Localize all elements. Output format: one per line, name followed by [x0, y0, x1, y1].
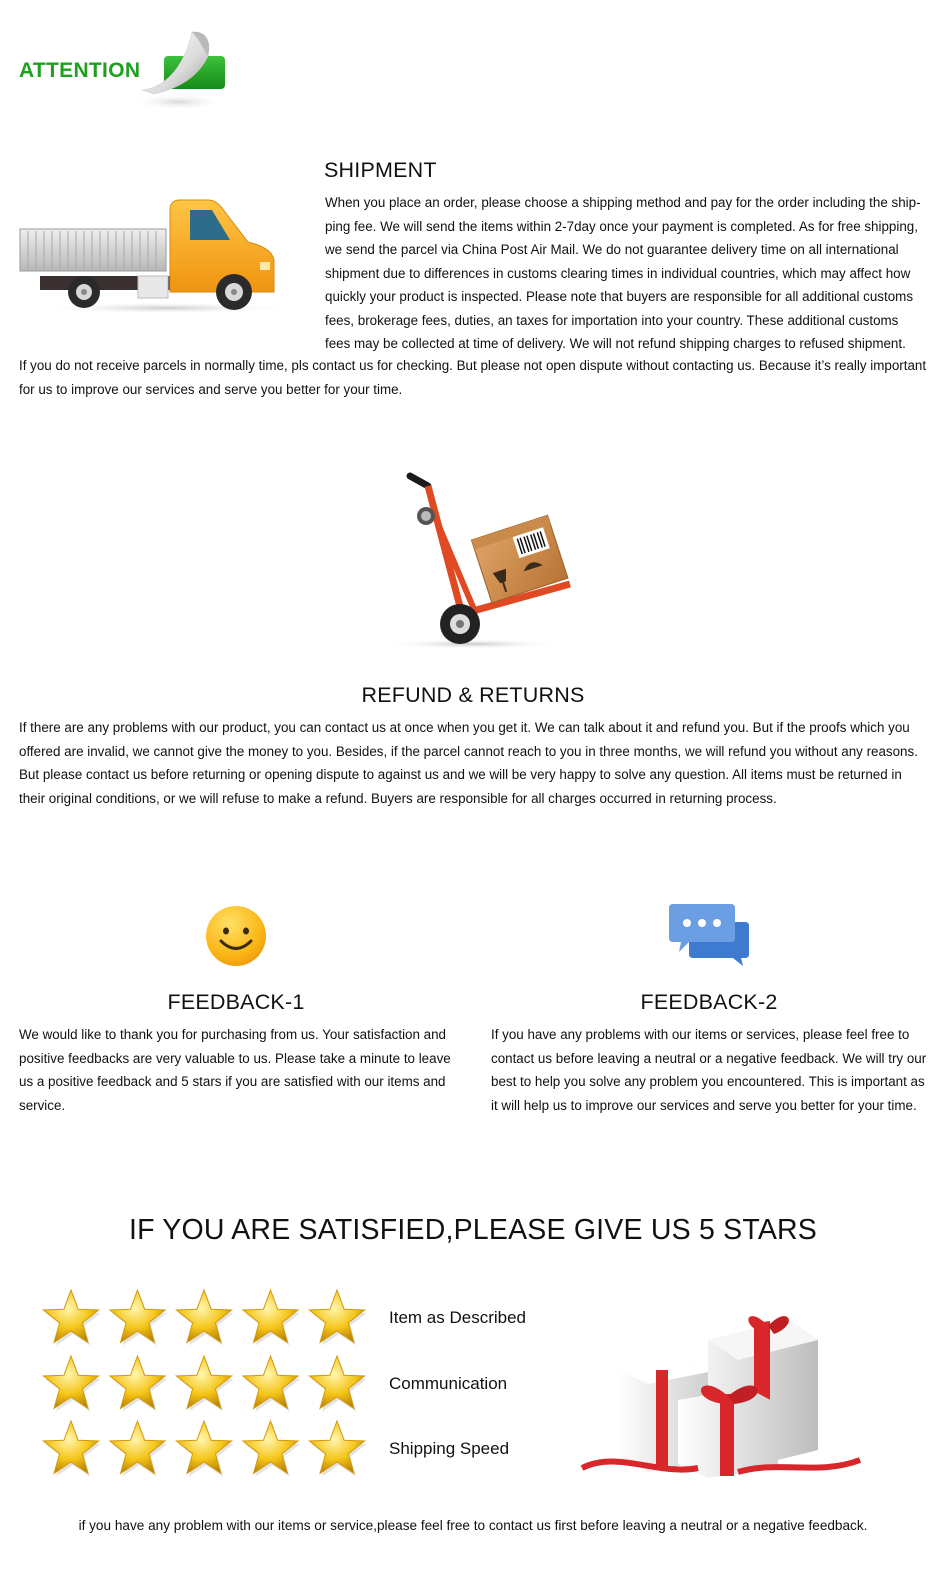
- gift-boxes-icon: [578, 1300, 868, 1480]
- feedback2-text: [491, 1023, 941, 1117]
- shipment-line: shipment due to differences in customs clearing times in individual countries, which may affect how: [325, 265, 911, 281]
- refund-title: REFUND & RETURNS: [361, 683, 585, 707]
- hand-truck-icon: [380, 464, 580, 654]
- refund-line: But please contact us before returning or opening dispute to against us and we will be very happy to solve any question. All items must be returned in: [19, 767, 902, 782]
- refund-line: offered are invalid, we cannot give the money to you. Besides, if the parcel cannot reach to you in three months, we will refund you without any reasons.: [19, 743, 918, 759]
- feedback1-text: [19, 1023, 469, 1117]
- stars-section-title: IF YOU ARE SATISFIED,PLEASE GIVE US 5 STARS: [128, 1214, 818, 1246]
- rating-label-shipping-speed: Shipping Speed: [389, 1439, 510, 1458]
- feedback1-title: FEEDBACK-1: [167, 990, 305, 1014]
- shipment-line: fees may be collected at time of delivery. We will not refund shipping charges to refused shipment.: [325, 336, 906, 351]
- shipment-line: If you do not receive parcels in normally time, pls contact us for checking. But please not open dispute without contacting us. Because it’s really important: [19, 358, 927, 373]
- shipment-line: we send the parcel via China Post Air Mail. We do not guarantee delivery time on all international: [325, 242, 899, 257]
- rating-label-communication: Communication: [389, 1374, 508, 1393]
- rating-row-communication: [40, 1354, 380, 1416]
- feedback2-line: If you have any problems with our items or services, please feel free to: [491, 1027, 910, 1042]
- refund-line: If there are any problems with our product, you can contact us at once when you get it. We can talk about it and refund you. But if the proofs which you: [19, 720, 910, 735]
- rating-row-shipping-speed: [40, 1419, 380, 1481]
- feedback1-line: positive feedbacks are very valuable to us. Please take a minute to leave: [19, 1050, 451, 1066]
- shipment-line: When you place an order, please choose a shipping method and pay for the order including the ship-: [325, 195, 921, 210]
- rating-row-item-described: [40, 1288, 380, 1350]
- shipment-line: quickly your product is inspected. Please note that buyers are responsible for all additional customs: [325, 289, 914, 304]
- refund-line: their original conditions, or we will refuse to make a refund. Buyers are responsible for all charges occurred in returning process.: [19, 790, 777, 806]
- attention-badge: [14, 28, 234, 118]
- shipment-line: for us to improve our services and serve you better for your time.: [19, 381, 403, 397]
- rating-label-item-described: Item as Described: [389, 1308, 526, 1327]
- feedback2-title: FEEDBACK-2: [640, 990, 778, 1014]
- star-rows: [40, 1288, 380, 1488]
- shipment-title: SHIPMENT: [324, 158, 437, 182]
- shipment-line: fees, brokerage fees, duties, an taxes for importation into your country. These additional customs: [325, 312, 899, 328]
- feedback1-line: service.: [19, 1097, 66, 1113]
- refund-text: [19, 716, 939, 810]
- feedback2-line: best to help you solve any problem you encountered. This is important as: [491, 1074, 925, 1089]
- footer-note: if you have any problem with our items or service,please feel free to contact us first before leaving a neutral or a negative feedback.: [78, 1518, 868, 1533]
- feedback1-line: us a positive feedback and 5 stars if you are satisfied with our items and: [19, 1074, 446, 1089]
- shipment-text-full: [19, 354, 939, 401]
- smiley-icon: [204, 904, 268, 968]
- attention-label: ATTENTION: [19, 59, 141, 82]
- feedback2-line: it will help us to improve our services and serve you better for your time.: [491, 1097, 917, 1113]
- feedback2-line: contact us before leaving a neutral or a negative feedback. We will try our: [491, 1050, 927, 1066]
- shipment-line: ping fee. We will send the items within 2-7day once your payment is completed. As for free shipping,: [325, 218, 918, 234]
- chat-bubbles-icon: [669, 902, 751, 968]
- shipment-text-right: [325, 191, 935, 356]
- truck-icon: [16, 196, 296, 316]
- feedback1-line: We would like to thank you for purchasing from us. Your satisfaction and: [19, 1027, 447, 1042]
